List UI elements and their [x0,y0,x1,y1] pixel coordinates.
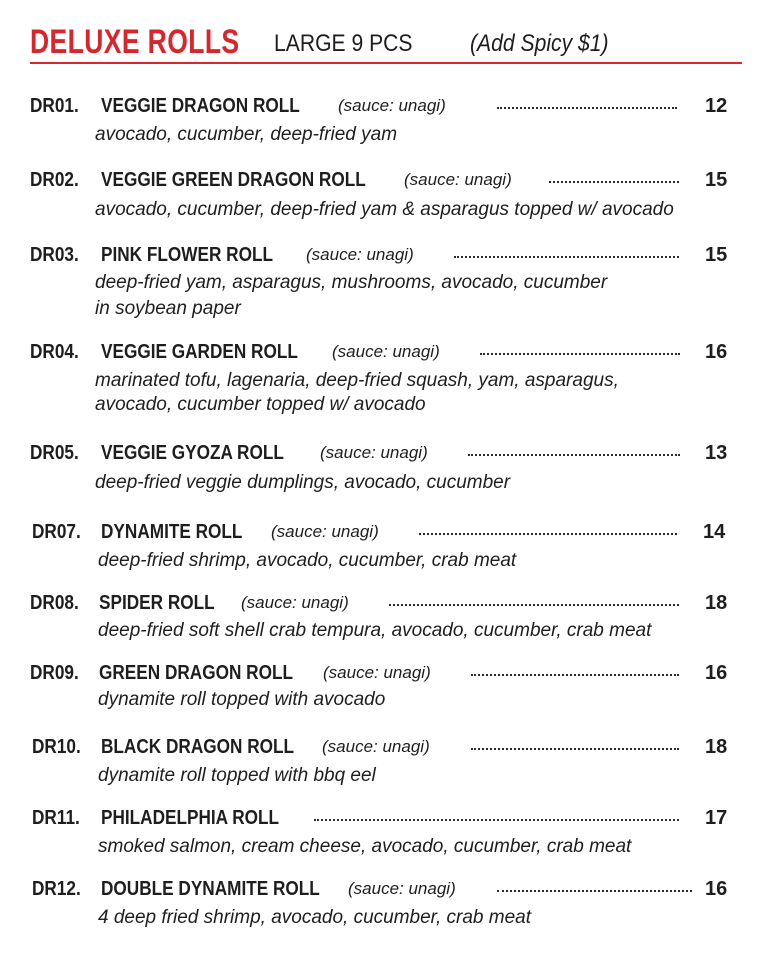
item-name: VEGGIE DRAGON ROLL [101,95,300,117]
item-price: 17 [705,807,728,829]
dot-leader [471,745,679,750]
item-code: DR09. [30,662,79,684]
portion-size: LARGE 9 PCS [274,30,413,57]
item-name: PHILADELPHIA ROLL [101,807,280,829]
item-name: SPIDER ROLL [99,592,215,614]
dot-leader [549,178,679,183]
item-description: deep-fried shrimp, avocado, cucumber, crab meat [98,550,517,571]
item-description: avocado, cucumber topped w/ avocado [95,394,426,415]
item-description: deep-fried soft shell crab tempura, avocado, cucumber, crab meat [98,620,652,641]
item-price: 14 [703,521,726,543]
dot-leader [314,816,679,821]
item-description: deep-fried veggie dumplings, avocado, cucumber [95,472,511,493]
item-name: BLACK DRAGON ROLL [101,736,295,758]
item-code: DR03. [30,244,79,266]
menu-item-heading [0,661,768,685]
menu-item-heading [0,243,768,267]
item-name: DOUBLE DYNAMITE ROLL [101,878,320,900]
menu-item-heading [0,591,768,615]
item-price: 18 [705,736,728,758]
item-name: VEGGIE GYOZA ROLL [101,442,284,464]
item-price: 16 [705,662,728,684]
menu-item-heading [0,340,768,364]
item-sauce: (sauce: unagi) [320,443,428,462]
item-name: VEGGIE GREEN DRAGON ROLL [101,169,366,191]
item-price: 16 [705,878,728,900]
dot-leader [454,253,679,258]
menu-item-heading [0,94,768,118]
menu-item-heading [0,877,768,901]
item-code: DR11. [32,807,80,829]
item-code: DR05. [30,442,79,464]
item-sauce: (sauce: unagi) [271,522,379,541]
item-price: 16 [705,341,728,363]
item-description: deep-fried yam, asparagus, mushrooms, avocado, cucumber [95,272,608,293]
item-name: DYNAMITE ROLL [101,521,243,543]
dot-leader [468,451,680,456]
item-name: PINK FLOWER ROLL [101,244,273,266]
item-price: 15 [705,169,728,191]
item-name: VEGGIE GARDEN ROLL [101,341,298,363]
dot-leader [497,887,692,892]
item-sauce: (sauce: unagi) [322,737,430,756]
item-description: smoked salmon, cream cheese, avocado, cucumber, crab meat [98,836,632,857]
item-sauce: (sauce: unagi) [332,342,440,361]
item-sauce: (sauce: unagi) [323,663,431,682]
item-sauce: (sauce: unagi) [338,96,446,115]
item-description: marinated tofu, lagenaria, deep-fried squash, yam, asparagus, [95,370,619,391]
item-price: 18 [705,592,728,614]
item-name: GREEN DRAGON ROLL [99,662,293,684]
item-code: DR01. [30,95,79,117]
menu-item-heading [0,806,768,830]
dot-leader [497,104,677,109]
item-sauce: (sauce: unagi) [306,245,414,264]
menu-item-heading [0,735,768,759]
item-code: DR12. [32,878,81,900]
item-code: DR08. [30,592,79,614]
item-description: in soybean paper [95,298,241,319]
item-price: 15 [705,244,728,266]
dot-leader [471,671,679,676]
item-code: DR10. [32,736,81,758]
menu-item-heading [0,441,768,465]
item-sauce: (sauce: unagi) [348,879,456,898]
section-title: DELUXE ROLLS [30,23,240,61]
dot-leader [389,601,679,606]
menu-item-heading [0,520,768,544]
item-code: DR04. [30,341,79,363]
item-price: 12 [705,95,728,117]
item-price: 13 [705,442,728,464]
item-description: dynamite roll topped with avocado [98,689,386,710]
item-sauce: (sauce: unagi) [241,593,349,612]
item-description: dynamite roll topped with bbq eel [98,765,376,786]
item-description: avocado, cucumber, deep-fried yam & asparagus topped w/ avocado [95,199,674,220]
item-description: avocado, cucumber, deep-fried yam [95,124,398,145]
item-code: DR07. [32,521,81,543]
item-description: 4 deep fried shrimp, avocado, cucumber, crab meat [98,907,532,928]
dot-leader [480,350,680,355]
item-code: DR02. [30,169,79,191]
menu-section-header [30,22,742,64]
dot-leader [419,530,677,535]
item-sauce: (sauce: unagi) [404,170,512,189]
spicy-surcharge-note: (Add Spicy $1) [470,30,609,57]
menu-item-heading [0,168,768,192]
